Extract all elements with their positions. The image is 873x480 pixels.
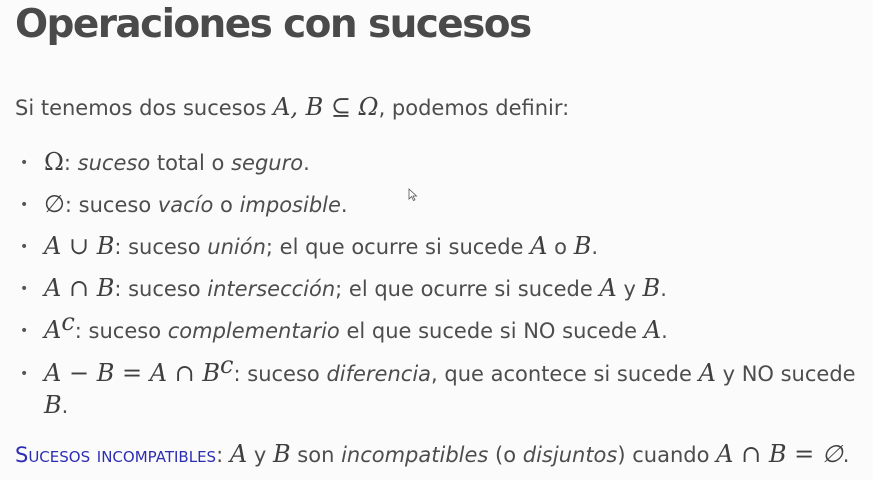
item-math: A ∪ B — [44, 232, 115, 260]
intro-text-2: , podemos definir: — [378, 96, 570, 120]
item-math: A — [599, 274, 617, 302]
bullet-icon: • — [20, 155, 29, 171]
item-emphasis: intersección — [207, 277, 336, 301]
incompatible-events-definition — [15, 440, 849, 468]
item-math: ∅ — [44, 190, 65, 218]
footer-text: y — [247, 443, 273, 467]
footer-text: ) cuando — [617, 443, 717, 467]
item-text: . — [303, 151, 310, 175]
footer-text: . — [842, 443, 850, 467]
item-math: A − B = A ∩ B — [44, 359, 221, 387]
footer-emphasis: incompatibles — [341, 443, 489, 467]
footer-text: (o — [488, 443, 523, 467]
item-text: , que acontece si sucede — [431, 362, 699, 386]
item-math: A — [698, 359, 716, 387]
item-math: B — [642, 274, 661, 302]
bullet-icon: • — [20, 239, 29, 255]
item-emphasis: imposible — [239, 193, 341, 217]
item-math: Ω — [44, 148, 64, 176]
item-emphasis: diferencia — [326, 362, 432, 386]
list-item-complement — [44, 308, 668, 347]
list-item-intersection — [44, 273, 667, 305]
mouse-pointer-icon — [408, 188, 418, 202]
item-text: : suceso — [74, 319, 168, 343]
bullet-icon: • — [20, 366, 29, 382]
item-text: : suceso — [233, 362, 327, 386]
item-emphasis: suceso — [77, 151, 151, 175]
footer-text: : — [216, 443, 230, 467]
item-text: : suceso — [64, 193, 158, 217]
item-text: o — [547, 235, 574, 259]
item-emphasis: unión — [207, 235, 266, 259]
bullet-icon: • — [20, 323, 29, 339]
item-text: el que sucede si NO sucede — [339, 319, 644, 343]
bullet-icon: • — [20, 281, 29, 297]
list-item-omega — [44, 147, 310, 179]
item-text: . — [61, 394, 69, 418]
item-emphasis: vacío — [157, 193, 214, 217]
slide-title: Operaciones con sucesos — [15, 2, 531, 47]
item-superscript: c — [220, 351, 234, 379]
intro-math: A, B ⊆ Ω — [273, 93, 379, 121]
footer-math: A — [229, 440, 248, 468]
list-item-empty-set — [44, 189, 348, 221]
list-item-union — [44, 231, 598, 263]
item-text: . — [340, 193, 348, 217]
item-math: A — [44, 316, 62, 344]
item-text: : — [63, 151, 78, 175]
footer-math: A ∩ B = ∅ — [716, 440, 843, 468]
intro-text-1: Si tenemos dos sucesos — [15, 96, 274, 120]
item-emphasis: complementario — [167, 319, 340, 343]
item-text: y — [616, 277, 643, 301]
bullet-icon: • — [20, 197, 29, 213]
item-text: o — [213, 193, 240, 217]
footer-text: son — [290, 443, 342, 467]
item-math: B — [44, 391, 62, 419]
item-math: A — [530, 232, 548, 260]
item-text: : suceso — [114, 277, 208, 301]
item-text: . — [660, 277, 667, 301]
item-text: : suceso — [114, 235, 208, 259]
intro-paragraph — [15, 93, 569, 121]
item-text: . — [591, 235, 599, 259]
item-text: . — [661, 319, 668, 343]
footer-emphasis: disjuntos — [522, 443, 618, 467]
item-text: y NO sucede — [715, 362, 856, 386]
item-text: ; el que ocurre si sucede — [335, 277, 600, 301]
item-text: total o — [150, 151, 232, 175]
item-emphasis: seguro — [231, 151, 304, 175]
item-superscript: c — [61, 308, 75, 336]
incompatible-label: Sucesos incompatibles — [15, 443, 217, 467]
item-math: A ∩ B — [44, 274, 115, 302]
footer-math: B — [272, 440, 291, 468]
list-item-difference — [44, 351, 859, 422]
item-math: B — [573, 232, 592, 260]
item-text: ; el que ocurre si sucede — [265, 235, 531, 259]
item-math: A — [643, 316, 662, 344]
